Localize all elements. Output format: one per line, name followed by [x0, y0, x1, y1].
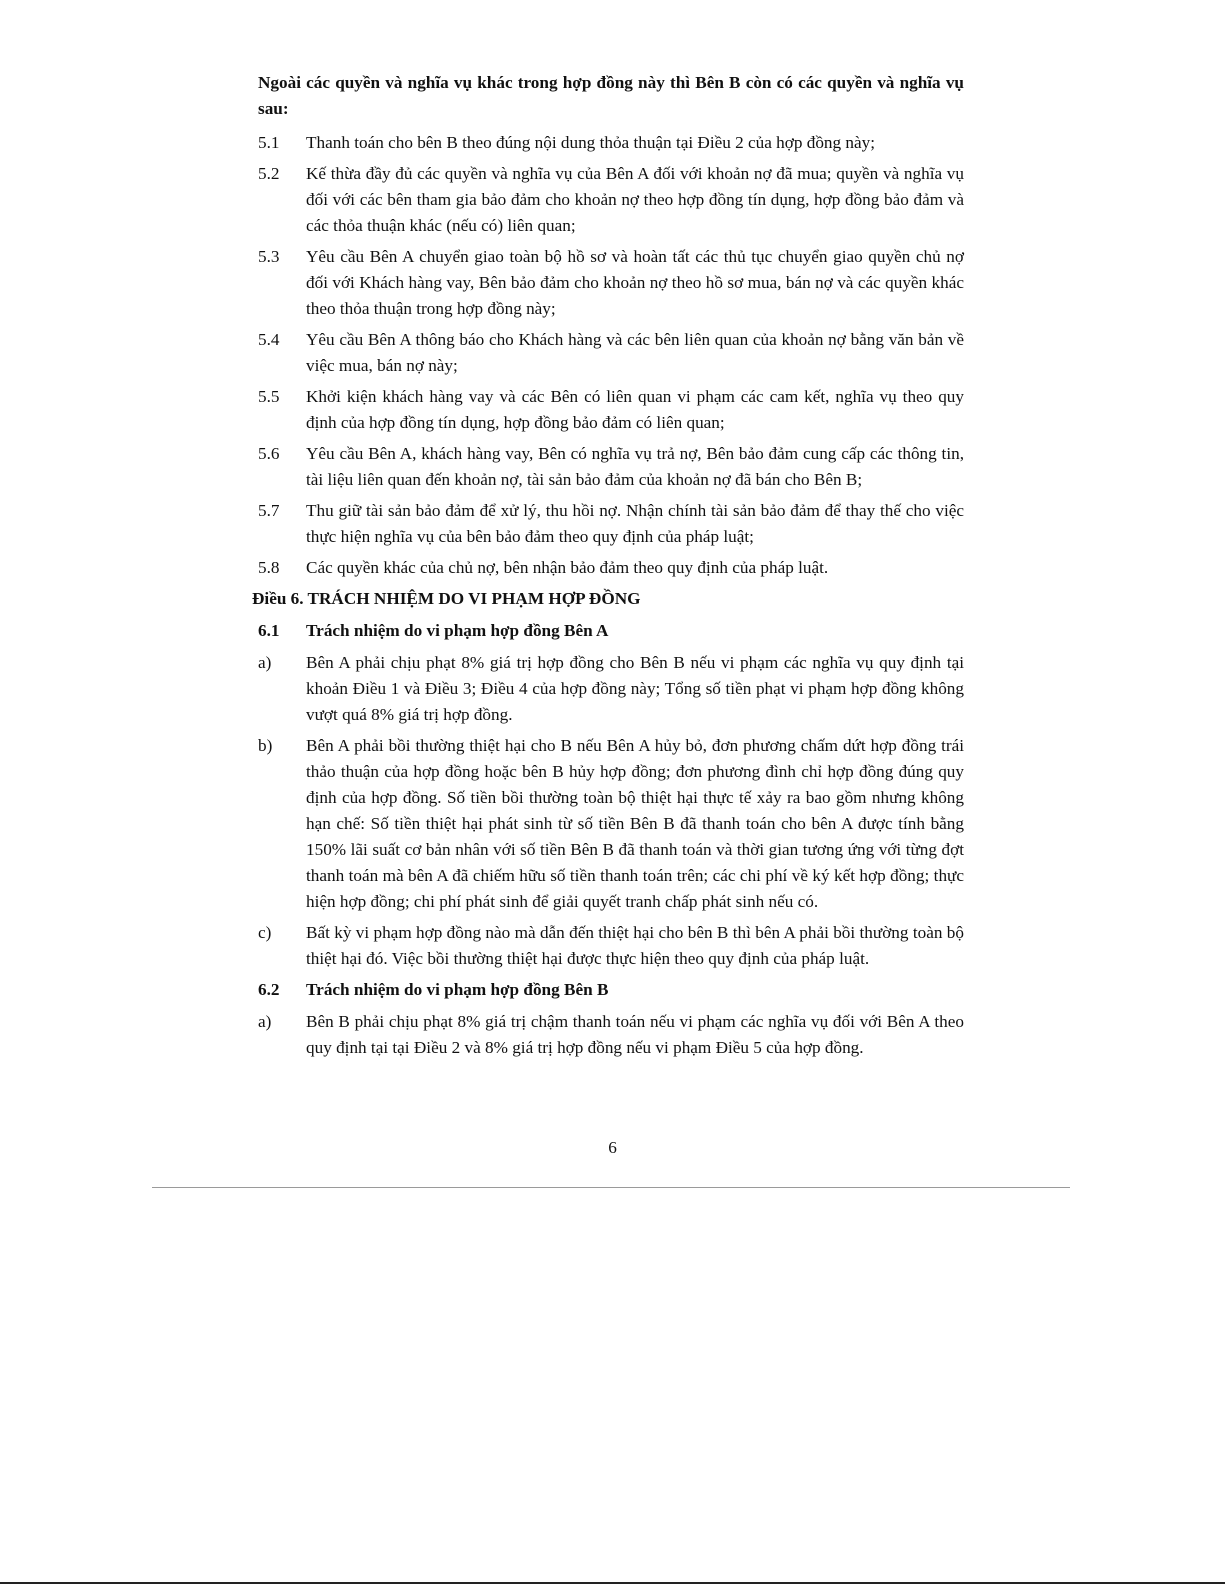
item-number: b) — [258, 736, 273, 755]
item-number: a) — [258, 653, 272, 672]
item-text: Yêu cầu Bên A, khách hàng vay, Bên có nghĩa vụ trả nợ, Bên bảo đảm cung cấp các thông tin, tài liệu liên quan đến khoản nợ, tài sản bảo đảm của khoản nợ đã bán cho Bên B; — [306, 444, 964, 489]
section-number: 6.2 — [258, 980, 280, 999]
article-5-items — [258, 130, 964, 581]
section-number: 6.1 — [258, 621, 280, 640]
list-item — [258, 920, 964, 972]
list-item — [258, 327, 964, 379]
item-number: a) — [258, 1012, 272, 1031]
item-text: Khởi kiện khách hàng vay và các Bên có liên quan vi phạm các cam kết, nghĩa vụ theo quy định của hợp đồng tín dụng, hợp đồng bảo đảm có liên quan; — [306, 387, 964, 432]
item-number: 5.1 — [258, 133, 280, 152]
item-number: 5.8 — [258, 558, 280, 577]
item-number: 5.6 — [258, 444, 280, 463]
section-title: Trách nhiệm do vi phạm hợp đồng Bên A — [306, 621, 609, 640]
list-item — [258, 650, 964, 728]
list-item — [258, 161, 964, 239]
item-number: 5.2 — [258, 164, 280, 183]
article-6-heading: Điều 6. TRÁCH NHIỆM DO VI PHẠM HỢP ĐỒNG — [252, 589, 641, 608]
list-item — [258, 733, 964, 915]
page-number: 6 — [608, 1138, 617, 1157]
page-break-divider — [152, 1187, 1070, 1188]
document-body — [252, 70, 964, 1066]
item-number: c) — [258, 923, 272, 942]
list-item — [258, 384, 964, 436]
bottom-edge-divider — [0, 1582, 1225, 1584]
item-text: Bên A phải bồi thường thiệt hại cho B nếu Bên A hủy bỏ, đơn phương chấm dứt hợp đồng trái thảo thuận của hợp đồng hoặc bên B hủy hợp đồng; đơn phương đình chỉ hợp đồng đúng quy định của hợp đồng. Số tiền bồi thường toàn bộ thiệt hại thực tế xảy ra bao gồm nhưng không hạn chế: Số tiền thiệt hại phát sinh từ số tiền Bên B đã thanh toán cho bên A được tính bằng 150% lãi suất cơ bản nhân với số tiền Bên B đã thanh toán và thời gian tương ứng với từng đợt thanh toán mà bên A đã chiếm hữu số tiền thanh toán trên; các chi phí về ký kết hợp đồng; thực hiện hợp đồng; chi phí phát sinh để giải quyết tranh chấp phát sinh nếu có. — [306, 736, 964, 911]
section-6-1-items — [258, 650, 964, 972]
item-text: Thanh toán cho bên B theo đúng nội dung thỏa thuận tại Điều 2 của hợp đồng này; — [306, 133, 876, 152]
item-text: Bên A phải chịu phạt 8% giá trị hợp đồng cho Bên B nếu vi phạm các nghĩa vụ quy định tại khoản Điều 1 và Điều 3; Điều 4 của hợp đồng này; Tổng số tiền phạt vi phạm hợp đồng không vượt quá 8% giá trị hợp đồng. — [306, 653, 964, 724]
list-item — [258, 555, 964, 581]
item-number: 5.5 — [258, 387, 280, 406]
item-text: Bất kỳ vi phạm hợp đồng nào mà dẫn đến thiệt hại cho bên B thì bên A phải bồi thường toàn bộ thiệt hại đó. Việc bồi thường thiệt hại được thực hiện theo quy định của pháp luật. — [306, 923, 964, 968]
item-number: 5.3 — [258, 247, 280, 266]
section-title: Trách nhiệm do vi phạm hợp đồng Bên B — [306, 980, 609, 999]
list-item — [258, 1009, 964, 1061]
list-item — [258, 244, 964, 322]
list-item — [258, 498, 964, 550]
section-6-2-heading — [258, 977, 964, 1003]
item-text: Yêu cầu Bên A chuyển giao toàn bộ hồ sơ và hoàn tất các thủ tục chuyển giao quyền chủ nợ đối với Khách hàng vay, Bên bảo đảm cho khoản nợ theo hồ sơ mua, bán nợ và các quyền khác theo thỏa thuận trong hợp đồng này; — [306, 247, 964, 318]
item-text: Yêu cầu Bên A thông báo cho Khách hàng và các bên liên quan của khoản nợ bằng văn bản về việc mua, bán nợ này; — [306, 330, 964, 375]
section-6-2-items — [258, 1009, 964, 1061]
item-text: Kế thừa đầy đủ các quyền và nghĩa vụ của Bên A đối với khoản nợ đã mua; quyền và nghĩa vụ đối với các bên tham gia bảo đảm cho khoản nợ theo hợp đồng tín dụng, hợp đồng bảo đảm và các thỏa thuận khác (nếu có) liên quan; — [306, 164, 964, 235]
item-text: Thu giữ tài sản bảo đảm để xử lý, thu hồi nợ. Nhận chính tài sản bảo đảm để thay thế cho việc thực hiện nghĩa vụ của bên bảo đảm theo quy định của pháp luật; — [306, 501, 964, 546]
list-item — [258, 130, 964, 156]
item-text: Bên B phải chịu phạt 8% giá trị chậm thanh toán nếu vi phạm các nghĩa vụ đối với Bên A theo quy định tại tại Điều 2 và 8% giá trị hợp đồng nếu vi phạm Điều 5 của hợp đồng. — [306, 1012, 964, 1057]
item-number: 5.4 — [258, 330, 280, 349]
intro-paragraph: Ngoài các quyền và nghĩa vụ khác trong hợp đồng này thì Bên B còn có các quyền và nghĩa vụ sau: — [258, 73, 964, 118]
list-item — [258, 441, 964, 493]
item-text: Các quyền khác của chủ nợ, bên nhận bảo đảm theo quy định của pháp luật. — [306, 558, 829, 577]
section-6-1-heading — [258, 618, 964, 644]
item-number: 5.7 — [258, 501, 280, 520]
